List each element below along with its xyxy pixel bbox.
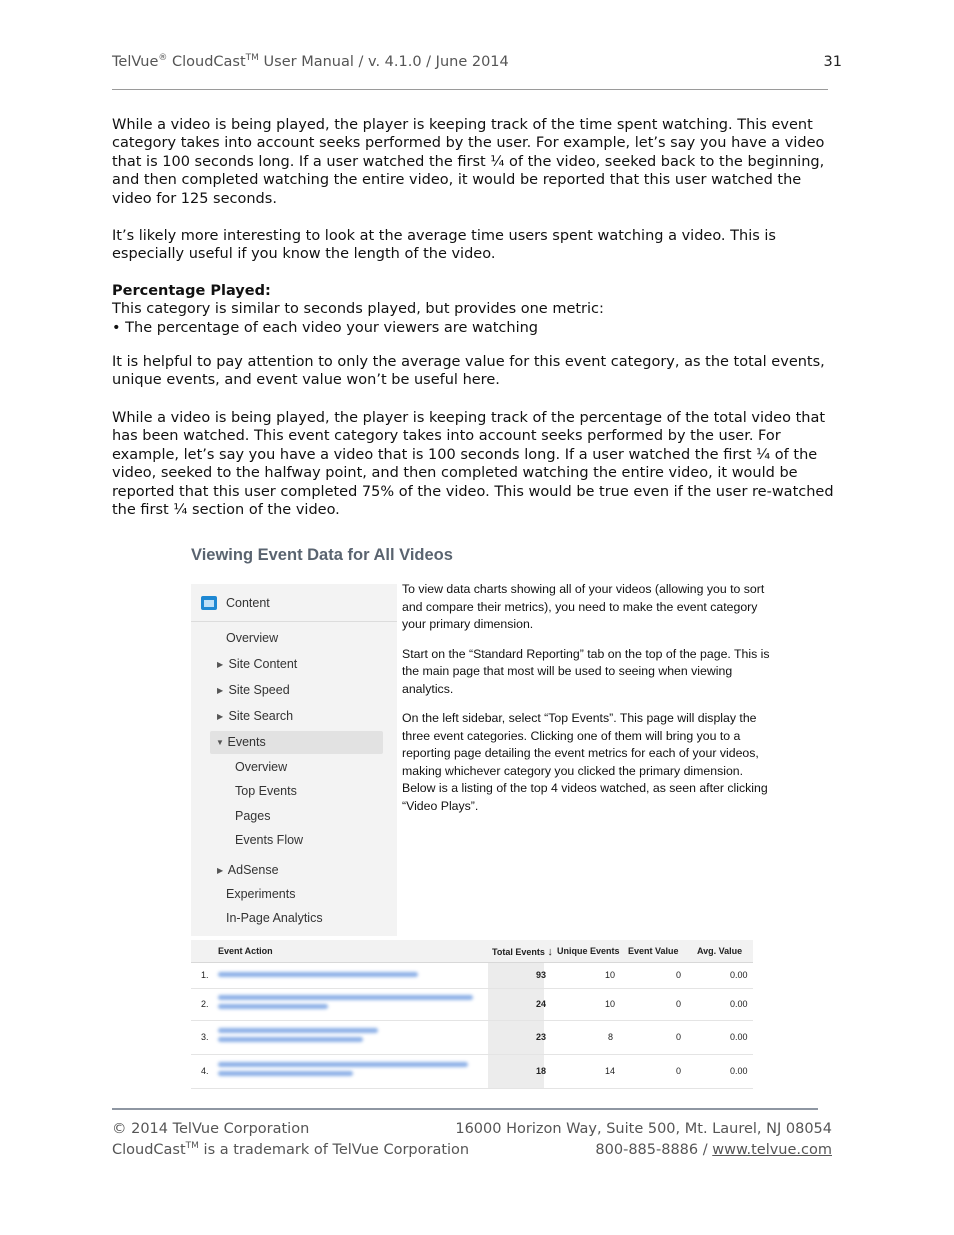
footer-trademark-text: is a trademark of TelVue Corporation [198, 1142, 470, 1158]
paragraph-average-value [112, 353, 844, 390]
description-paragraph: To view data charts showing all of your videos (allowing you to sort and compare their metrics), you need to make the event category your primary dimension. [402, 582, 765, 631]
footer-copyright: © 2014 TelVue Corporation [112, 1121, 310, 1137]
avg-value-cell: 0.00 [730, 999, 748, 1009]
sidebar-item-label: AdSense [227, 863, 279, 877]
header-title [112, 54, 509, 70]
registered-mark: ® [158, 53, 168, 64]
row-index: 3. [201, 1032, 209, 1042]
figure-description [402, 581, 772, 815]
unique-events-cell: 10 [605, 970, 616, 980]
footer-contact [595, 1142, 832, 1158]
header-product: CloudCast [172, 54, 246, 70]
content-icon [201, 596, 217, 610]
event-value-cell: 0 [676, 1066, 682, 1076]
total-events-cell: 18 [536, 1066, 547, 1076]
sidebar-subitem-events-overview[interactable]: Overview [235, 760, 288, 774]
sidebar-subitem-top-events[interactable]: Top Events [235, 784, 297, 798]
row-index: 1. [201, 970, 209, 980]
header-event-action[interactable]: Event Action [218, 946, 273, 956]
paragraph-seconds-played [112, 116, 844, 208]
footer-trademark [112, 1142, 469, 1158]
sort-descending-icon: ↓ [547, 946, 553, 958]
section-heading: Percentage Played: [112, 283, 271, 299]
bullet-item: • The percentage of each video your viewers are watching [112, 319, 538, 336]
table-header [191, 940, 753, 963]
footer-address: 16000 Horizon Way, Suite 500, Mt. Laurel, NJ 08054 [455, 1121, 832, 1137]
paragraph-text: It is helpful to pay attention to only the average value for this event category, as the total events, unique events, and event value won’t be useful here. [112, 354, 825, 389]
header-brand: TelVue [112, 54, 159, 70]
blurred-event-link[interactable] [218, 1071, 353, 1076]
section-intro: This category is similar to seconds played, but provides one metric: [112, 301, 604, 318]
sidebar-item-overview[interactable]: Overview [226, 631, 279, 645]
table-row[interactable] [191, 988, 753, 1021]
trademark-mark: TM [245, 53, 259, 64]
sidebar-content-header[interactable] [191, 584, 397, 622]
caret-down-icon: ▼ [216, 738, 224, 747]
header-total-events[interactable] [492, 946, 553, 958]
footer-website-link[interactable]: www.telvue.com [712, 1142, 832, 1158]
avg-value-cell: 0.00 [730, 1032, 748, 1042]
event-value-cell: 0 [676, 1032, 682, 1042]
footer-line-1 [112, 1121, 832, 1141]
avg-value-cell: 0.00 [730, 970, 748, 980]
description-paragraph: On the left sidebar, select “Top Events”. This page will display the three event categories. Clicking one of them will bring you to a reporting page detailing the event metrics for each of your videos, making whichever category you clicked the primary dimension. [402, 711, 759, 778]
sidebar-item-site-content[interactable] [217, 657, 297, 671]
caret-right-icon: ▶ [217, 660, 224, 669]
sidebar-item-site-speed[interactable] [217, 683, 290, 697]
blurred-event-link[interactable] [218, 1004, 328, 1009]
unique-events-cell: 10 [605, 999, 616, 1009]
description-paragraph: Start on the “Standard Reporting” tab on the top of the page. This is the main page that most will be used to seeing when viewing analytics. [402, 646, 770, 696]
sidebar-subitem-pages[interactable]: Pages [235, 809, 271, 823]
paragraph-text: While a video is being played, the player is keeping track of the percentage of the total video that has been watched. This event category takes into account seeks performed by the user. For example, let’s say you have a video that is 100 seconds long. If a user watched the first ¼ of the video, seeked to the halfway point, and then completed watching the entire video, it would be reported that this user completed 75% of the video. This would be true even if the user re-watched the first ¼ section of the video. [112, 410, 834, 519]
sidebar-item-label: Site Search [228, 709, 294, 723]
page-number: 31 [823, 54, 842, 70]
paragraph-text: It’s likely more interesting to look at the average time users spent watching a video. This is especially useful if you know the length of the video. [112, 228, 776, 263]
paragraph-text: While a video is being played, the player is keeping track of the time spent watching. This event category takes into account seeks performed by the user. For example, let’s say you have a video that is 100 seconds long. If a user watched the first ¼ of the video, seeked back to the beginning, and then completed watching the entire video, it would be reported that this user watched the video for 125 seconds. [112, 117, 825, 207]
paragraph-percentage-tracking [112, 409, 844, 519]
total-events-cell: 93 [536, 970, 547, 980]
unique-events-cell: 8 [608, 1032, 614, 1042]
event-value-cell: 0 [676, 970, 682, 980]
sidebar-item-label: Site Content [228, 657, 298, 671]
blurred-event-link[interactable] [218, 1062, 468, 1067]
trademark-mark: TM [185, 1141, 199, 1152]
footer-divider [112, 1108, 818, 1110]
footer-phone: 800-885-8886 / [595, 1142, 713, 1158]
sidebar-item-experiments[interactable]: Experiments [226, 887, 296, 901]
unique-events-cell: 14 [605, 1066, 616, 1076]
blurred-event-link[interactable] [218, 1028, 378, 1033]
sidebar-item-label: Events [227, 735, 266, 749]
avg-value-cell: 0.00 [730, 1066, 748, 1076]
row-index: 4. [201, 1066, 209, 1076]
blurred-event-link[interactable] [218, 1037, 363, 1042]
sidebar-content-label: Content [226, 596, 270, 610]
caret-right-icon: ▶ [217, 866, 224, 875]
footer-line-2 [112, 1142, 832, 1162]
event-value-cell: 0 [676, 999, 682, 1009]
figure-title: Viewing Event Data for All Videos [191, 546, 453, 564]
header-label: Total Events [492, 947, 545, 957]
header-unique-events[interactable]: Unique Events [557, 946, 620, 956]
sidebar-item-events[interactable] [216, 735, 266, 749]
header-avg-value[interactable]: Avg. Value [697, 946, 743, 956]
total-events-cell: 23 [536, 1032, 547, 1042]
page-header [112, 54, 842, 74]
caret-right-icon: ▶ [217, 712, 224, 721]
blurred-event-link[interactable] [218, 995, 473, 1000]
header-manual-version: User Manual / v. 4.1.0 / June 2014 [263, 54, 509, 70]
sidebar-item-in-page-analytics[interactable]: In-Page Analytics [226, 911, 323, 925]
header-event-value[interactable]: Event Value [628, 946, 679, 956]
row-index: 2. [201, 999, 209, 1009]
table-row[interactable] [191, 1020, 753, 1055]
sidebar-subitem-events-flow[interactable]: Events Flow [235, 833, 304, 847]
caret-right-icon: ▶ [217, 686, 224, 695]
description-paragraph: Below is a listing of the top 4 videos watched, as seen after clicking “Video Plays”. [402, 781, 768, 813]
header-divider [112, 89, 828, 90]
blurred-event-link[interactable] [218, 972, 418, 977]
paragraph-average-time [112, 227, 844, 264]
analytics-sidebar [191, 584, 397, 936]
sidebar-item-adsense[interactable] [217, 863, 279, 877]
footer-product: CloudCast [112, 1142, 186, 1158]
sidebar-item-site-search[interactable] [217, 709, 293, 723]
table-row[interactable] [191, 1054, 753, 1089]
sidebar-item-label: Site Speed [228, 683, 290, 697]
table-row[interactable] [191, 962, 753, 989]
section-percentage-played [112, 282, 844, 337]
total-events-cell: 24 [536, 999, 547, 1009]
